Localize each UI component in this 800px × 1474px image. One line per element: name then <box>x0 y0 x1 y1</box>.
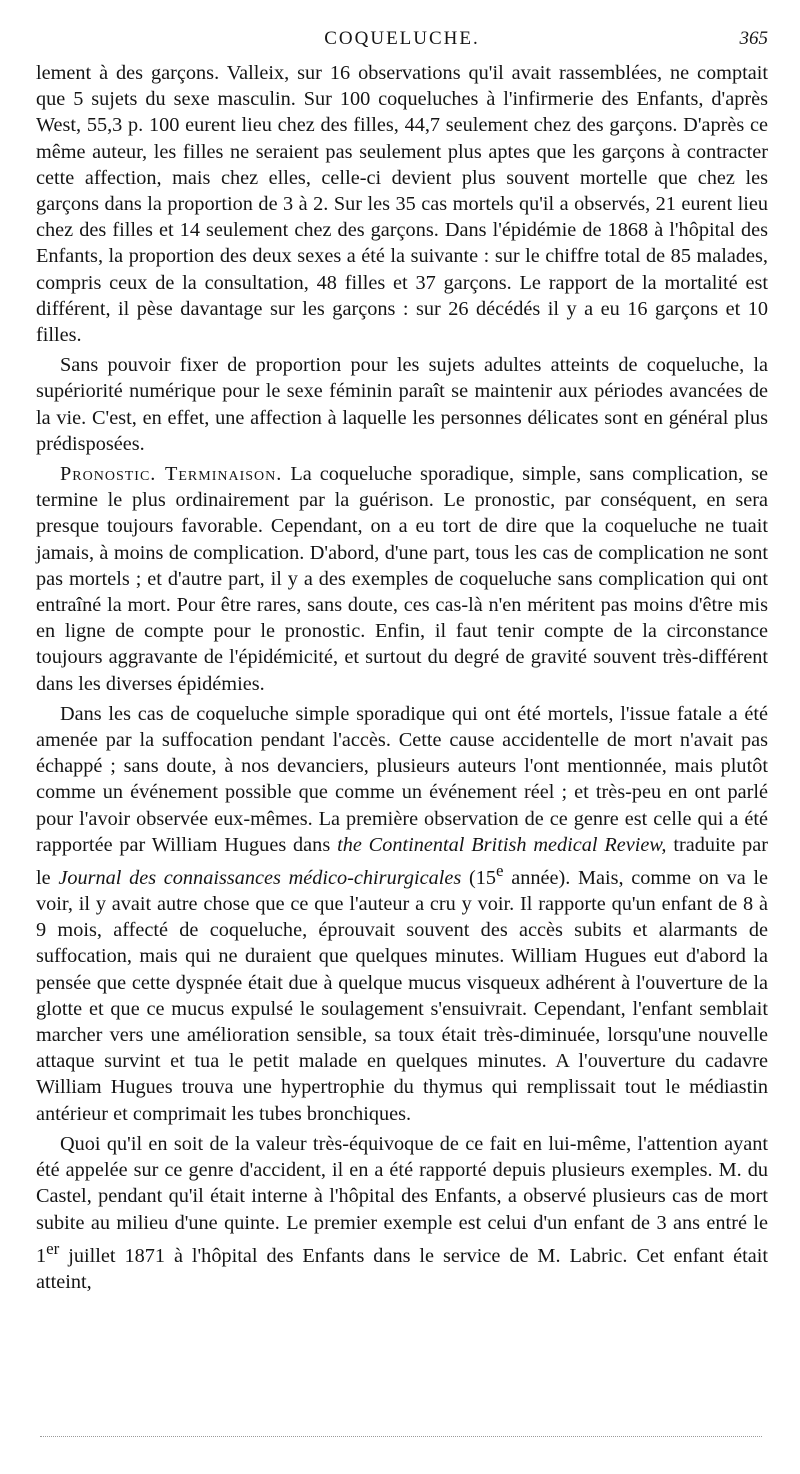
edition-number: (15 <box>461 866 497 889</box>
page-number: 365 <box>739 28 768 49</box>
body-text <box>36 60 768 1295</box>
journal-title-continental: the Continental British medical Review, <box>337 833 667 856</box>
running-title: COQUELUCHE. <box>324 28 480 49</box>
journal-title-connaissances: Journal des connaissances médico-chirurgicales <box>58 866 462 889</box>
ordinal-superscript: er <box>46 1238 60 1258</box>
edition-superscript: e <box>496 861 504 881</box>
paragraph-prognosis <box>36 461 768 697</box>
paragraph-suffocation-text-a: Dans les cas de coqueluche simple sporadique qui ont été mortels, l'issue fatale a été amenée par la suffocation pendant l'accès. Cette cause accidentelle de mort n'avait pas échappé ; sans doute, à nos devanciers, plusieurs auteurs l'ont mentionnée, mais plutôt comme un événement possible que comme un événement réel ; et très-peu en ont parlé pour l'avoir observée eux-mêmes. La première observation de ce genre est celle qui a été rapportée par William Hugues dans <box>36 702 768 856</box>
paragraph-sex-distribution: lement à des garçons. Valleix, sur 16 observations qu'il avait rassemblées, ne comptait que 5 sujets du sexe masculin. Sur 100 coqueluches à l'infirmerie des Enfants, d'après West, 55,3 p. 100 eurent lieu chez des filles, 44,7 seulement chez des garçons. D'après ce même auteur, les filles ne seraient pas seulement plus aptes que les garçons à contracter cette affection, mais chez elles, celle-ci devient plus souvent mortelle que chez les garçons dans la proportion de 3 à 2. Sur les 35 cas mortels qu'il a observés, 21 eurent lieu chez des filles et 14 seulement chez des garçons. Dans l'épidémie de 1868 à l'hôpital des Enfants, la proportion des deux sexes a été la suivante : sur le chiffre total de 85 malades, compris ceux de la consultation, 48 filles et 37 garçons. Le rapport de la mortalité est différent, il pèse davantage sur les garçons : sur 26 décédés il y a eu 16 garçons et 10 filles. <box>36 62 768 347</box>
paragraph-prognosis-text: La coqueluche sporadique, simple, sans complication, se termine le plus ordinairement par la guérison. Le pronostic, par conséquent, en sera presque toujours favorable. Cependant, on a eu tort de dire que la coqueluche ne tuait jamais, à moins de complication. D'abord, d'une part, tous les cas de complication ne sont pas mortels ; et d'autre part, il y a des exemples de coqueluche sans complication qui ont entraîné la mort. Pour être rares, sans doute, ces cas-là n'en méritent pas moins d'être mis en ligne de compte pour le pronostic. Enfin, il faut tenir compte de la circonstance toujours aggravante de l'épidémicité, et surtout du degré de gravité souvent très-différent dans les diverses épidémies. <box>36 463 768 695</box>
running-head <box>36 28 768 58</box>
paragraph-adults: Sans pouvoir fixer de proportion pour les sujets adultes atteints de coqueluche, la supériorité numérique pour le sexe féminin paraît se maintenir aux périodes avancées de la vie. C'est, en effet, une affection à laquelle les personnes délicates sont en général plus prédisposées. <box>36 354 768 455</box>
section-heading: Pronostic. Terminaison. <box>60 463 283 486</box>
book-page <box>36 0 768 1474</box>
paragraph-suffocation <box>36 701 768 1127</box>
paragraph-suffocation-text-c: année). Mais, comme on va le voir, il y avait autre chose que ce que l'auteur a cru y voir. Il rapporte qu'un enfant de 8 à 9 mois, affecté de coqueluche, éprouvait souvent des accès subits et alarmants de suffocation, mais qui ne duraient que quelques minutes. William Hugues eut d'abord la pensée que cette dyspnée était due à quelque mucus visqueux adhérent à l'ouverture de la glotte et que ce mucus expulsé le soulagement s'ensuivrait. Cependant, l'enfant semblait marcher vers une amélioration sensible, sa toux était très-diminuée, lorsqu'une nouvelle attaque survint et tua le petit malade en quelques minutes. A l'ouverture du cadavre William Hugues trouva une hypertrophie du thymus qui remplissait tout le médiastin antérieur et comprimait les tubes bronchiques. <box>36 866 769 1125</box>
paragraph-suffocation-text-b: traduite par le <box>36 833 768 889</box>
paragraph-sudden-death <box>36 1131 768 1295</box>
paragraph-sudden-death-text-b: juillet 1871 à l'hôpital des Enfants dans le service de M. Labric. Cet enfant était atteint, <box>36 1244 768 1293</box>
paragraph-sudden-death-text-a: Quoi qu'il en soit de la valeur très-équivoque de ce fait en lui-même, l'attention ayant été appelée sur ce genre d'accident, il en a été rapporté depuis plusieurs exemples. M. du Castel, pendant qu'il était interne à l'hôpital des Enfants, a observé plusieurs cas de mort subite au milieu d'une quinte. Le premier exemple est celui d'un enfant de 3 ans entré le 1 <box>36 1132 768 1267</box>
bottom-rule <box>40 1436 762 1437</box>
